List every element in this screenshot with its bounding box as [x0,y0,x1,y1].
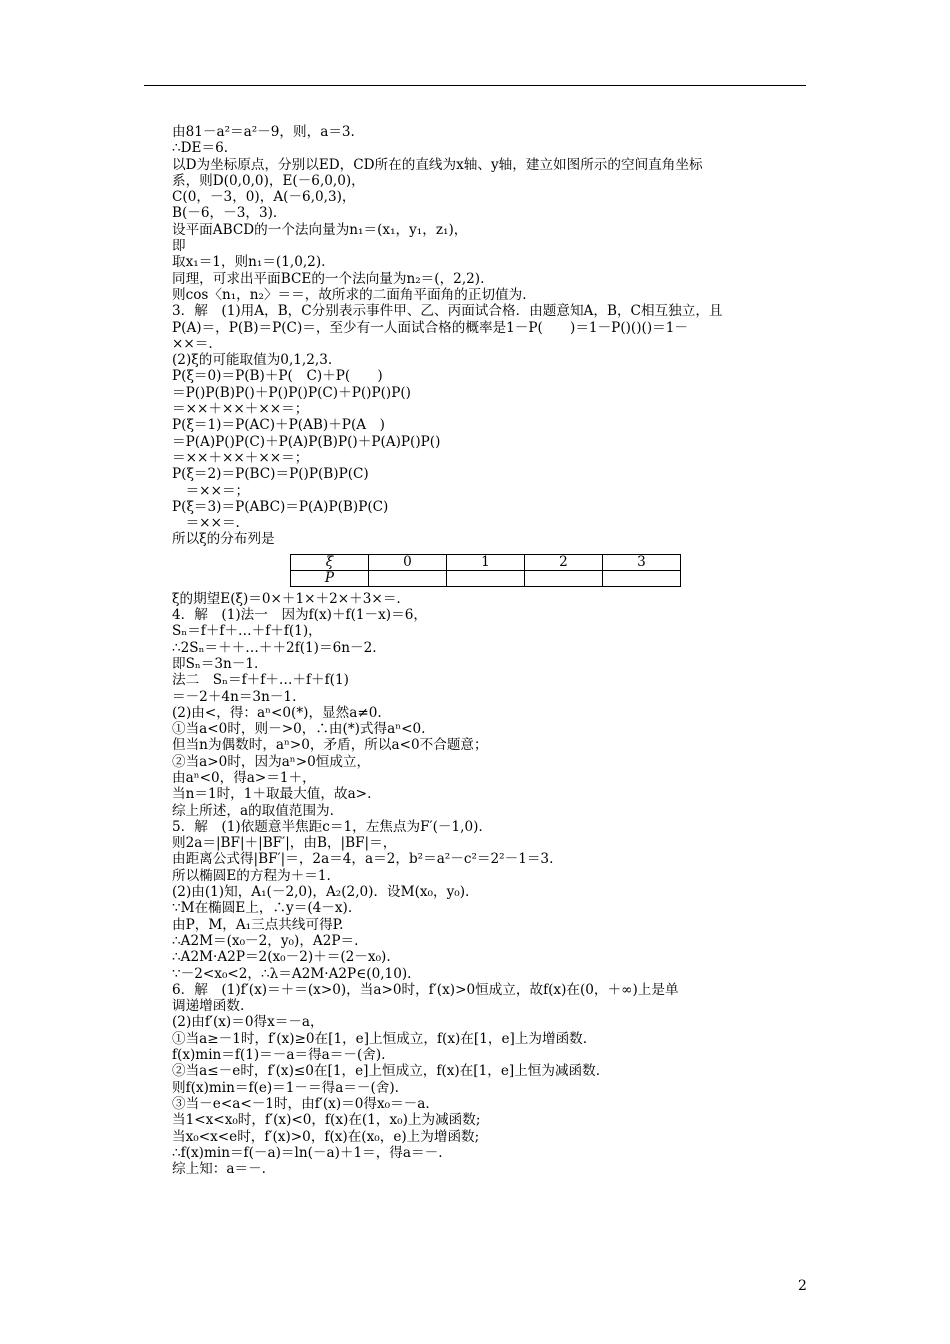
text-line: Sₙ＝f＋f＋…＋f＋f(1)， [172,623,322,640]
text-line: ＝P()P(B)P()＋P()P()P(C)＋P()P()P() [172,384,411,401]
text-line: f(x)min＝f(1)＝－a＝得a＝－(舍). [172,1047,386,1064]
text-block-a [172,124,812,548]
text-line: 4．解 (1)法一 因为f(x)＋f(1－x)＝6， [172,607,427,624]
table-cell: 2 [525,554,603,570]
text-line: ξ的期望E(ξ)＝0×＋1×＋2×＋3×＝. [172,590,401,607]
text-line: ①当a<0时，则－>0，∴由(*)式得aⁿ<0. [172,721,426,738]
text-line: (2)ξ的可能取值为0,1,2,3. [172,352,333,369]
text-line: 由aⁿ<0，得a>＝1＋， [172,769,316,786]
text-line: 所以ξ的分布列是 [172,531,275,548]
header-rule [144,85,806,86]
table-cell: 3 [603,554,681,570]
text-line: ＝P(A)P()P(C)＋P(A)P(B)P()＋P(A)P()P() [172,433,441,450]
text-line: ∴A2M·A2P＝2(x₀－2)＋＝(2－x₀). [172,949,391,966]
text-line: 调递增函数. [172,998,245,1015]
text-line: 6．解 (1)f′(x)＝＋＝(x>0)，当a>0时，f′(x)>0恒成立，故f(x)在(0，＋∞)上是单 [172,981,679,998]
text-line: ③当－e<a<－1时，由f′(x)＝0得x₀＝－a. [172,1095,430,1112]
text-line: (2)由<，得：aⁿ<0(*)，显然a≠0. [172,704,382,721]
text-line: 同理，可求出平面BCE的一个法向量为n₂＝(，2,2). [172,270,485,287]
table-cell: ξ [291,554,369,570]
text-line: ＝××＝； [172,482,250,499]
table-cell [447,570,525,586]
text-line: 由P，M，A₁三点共线可得P. [172,916,344,933]
text-line: C(0，－3，0)，A(－6,0,3)， [172,189,356,206]
solution-text [172,124,812,1177]
text-line: 以D为坐标原点，分别以ED，CD所在的直线为x轴、y轴，建立如图所示的空间直角坐标 [172,156,703,173]
table-cell [603,570,681,586]
text-line: (2)由f′(x)＝0得x＝－a， [172,1014,324,1031]
text-line: ∴2Sₙ＝＋＋…＋＋2f(1)＝6n－2. [172,639,377,656]
table-header-row [291,554,681,570]
text-line: ＝××＝. [172,515,240,532]
text-line: 当1<x<x₀时，f′(x)<0，f(x)在(1，x₀)上为减函数; [172,1112,481,1129]
text-line: ①当a≥－1时，f′(x)≥0在[1，e]上恒成立，f(x)在[1，e]上为增函数. [172,1030,588,1047]
text-line: 系，则D(0,0,0)，E(－6,0,0)， [172,172,365,189]
text-line: 由81－a²＝a²－9，则，a＝3. [172,124,355,140]
text-line: 则f(x)min＝f(e)＝1－＝得a＝－(舍). [172,1079,400,1096]
text-line: ∵－2<x₀<2，∴λ＝A2M·A2P∈(0,10). [172,965,412,982]
text-line: ∴A2M＝(x₀－2，y₀)，A2P＝. [172,932,359,949]
text-line: ②当a≤－e时，f′(x)≤0在[1，e]上恒成立，f(x)在[1，e]上恒为减函数. [172,1063,601,1080]
text-line: P(A)＝，P(B)＝P(C)＝，至少有一人面试合格的概率是1－P( )＝1－P()()()＝1－ [172,319,688,336]
text-block-b [172,591,812,1178]
text-line: 5．解 (1)依题意半焦距c＝1，左焦点为F′(－1,0). [172,818,483,835]
text-line: ②当a>0时，因为aⁿ>0恒成立， [172,753,371,770]
text-line: 3．解 (1)用A，B，C分别表示事件甲、乙、丙面试合格．由题意知A，B，C相互独立，且 [172,303,723,320]
text-line: 当x₀<x<e时，f′(x)>0，f(x)在(x₀，e)上为增函数; [172,1128,480,1145]
table-cell [525,570,603,586]
text-line: ＝××＋××＋××＝； [172,401,309,418]
text-line: ＝××＋××＋××＝； [172,449,309,466]
text-line: 即 [172,238,186,255]
text-line: 由距离公式得|BF′|＝，2a＝4，a＝2，b²＝a²－c²＝2²－1＝3. [172,851,554,868]
text-line: P(ξ＝2)＝P(BC)＝P()P(B)P(C) [172,466,369,483]
text-line: ∴f(x)min＝f(－a)＝ln(－a)＋1＝，得a＝－. [172,1144,443,1161]
table-cell: 1 [447,554,525,570]
text-line: 取x₁＝1，则n₁＝(1,0,2). [172,254,326,271]
text-line: (2)由(1)知，A₁(－2,0)，A₂(2,0)．设M(x₀，y₀). [172,884,470,901]
table-cell [369,570,447,586]
table-row [291,570,681,586]
table-cell: P [291,570,369,586]
text-line: 但当n为偶数时，aⁿ>0，矛盾，所以a<0不合题意； [172,737,488,754]
text-line: ＝－2＋4n＝3n－1. [172,688,297,705]
text-line: ∵M在椭圆E上，∴y＝(4－x). [172,900,353,917]
text-line: P(ξ＝3)＝P(ABC)＝P(A)P(B)P(C) [172,498,389,515]
text-line: 即Sₙ＝3n－1. [172,655,259,672]
text-line: 综上知：a＝－. [172,1161,266,1178]
text-line: 则cos〈n₁，n₂〉＝＝，故所求的二面角平面角的正切值为. [172,286,527,303]
text-line: 则2a＝|BF|＋|BF′|，由B，|BF|＝， [172,835,397,852]
text-line: B(－6，－3，3). [172,205,278,222]
text-line: 综上所述，a的取值范围为. [172,802,334,819]
text-line: ××＝. [172,335,213,352]
text-line: ∴DE＝6. [172,140,229,157]
text-line: 法二 Sₙ＝f＋f＋…＋f＋f(1) [172,672,349,689]
page-number: 2 [798,1278,807,1294]
text-line: P(ξ＝1)＝P(AC)＋P(AB)＋P(A ) [172,417,385,434]
text-line: P(ξ＝0)＝P(B)＋P( C)＋P( ) [172,368,383,385]
table-cell: 0 [369,554,447,570]
text-line: 当n＝1时，1＋取最大值，故a>. [172,786,372,803]
distribution-table [290,554,681,587]
text-line: 设平面ABCD的一个法向量为n₁＝(x₁，y₁，z₁)， [172,221,468,238]
text-line: 所以椭圆E的方程为＋＝1. [172,867,331,884]
